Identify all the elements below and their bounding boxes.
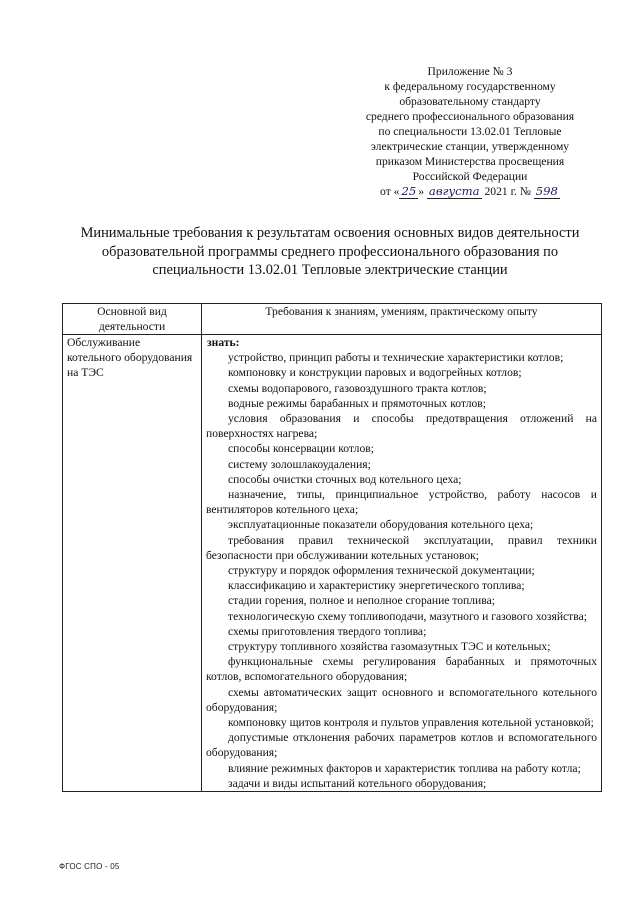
list-item: компоновку и конструкции паровых и водогрейных котлов; (228, 366, 522, 380)
title-line: специальности 13.02.01 Тепловые электрические станции (152, 262, 508, 278)
header-requirements: Требования к знаниям, умениям, практическому опыту (202, 304, 602, 335)
list-item: устройство, принцип работы и технические характеристики котлов; (228, 351, 564, 365)
list-item: стадии горения, полное и неполное сгорание топлива; (228, 594, 495, 608)
appendix-line: приказом Министерства просвещения (375, 155, 565, 168)
appendix-line: образовательному стандарту (399, 95, 541, 108)
list-item: эксплуатационные показатели оборудования котельного цеха; (228, 518, 534, 532)
list-item: классификацию и характеристику энергетического топлива; (228, 579, 525, 593)
order-date-line (340, 184, 600, 199)
list-item: требования правил технической эксплуатации, правил техники безопасности при обслуживании котельных установок; (206, 533, 597, 562)
title-line: Минимальные требования к результатам освоения основных видов деятельности (80, 225, 580, 241)
order-quote-close: » (418, 185, 425, 198)
appendix-line: к федеральному государственному (384, 80, 556, 93)
list-item: способы очистки сточных вод котельного цеха; (228, 472, 462, 486)
list-item: схемы водопарового, газовоздушного тракта котлов; (228, 381, 487, 395)
list-item: назначение, типы, принципиальное устройство, работу насосов и вентиляторов котельного цеха; (206, 488, 597, 517)
list-item: водные режимы барабанных и прямоточных котлов; (228, 396, 486, 410)
list-item: допустимые отклонения рабочих параметров котлов и вспомогательного оборудования; (206, 731, 597, 760)
list-item: задачи и виды испытаний котельного оборудования; (228, 776, 487, 790)
list-item: систему золошлакоудаления; (228, 457, 371, 471)
requirements-table (62, 303, 602, 792)
appendix-block (340, 64, 600, 199)
list-item: условия образования и способы предотвращения отложений на поверхностях нагрева; (206, 412, 597, 441)
order-number: 598 (535, 184, 558, 198)
appendix-line: по специальности 13.02.01 Тепловые (378, 125, 562, 138)
activity-cell: Обслуживание котельного оборудования на ТЭС (63, 335, 202, 792)
appendix-line: электрические станции, утвержденному (370, 140, 570, 153)
order-month: августа (428, 184, 480, 198)
list-item: влияние режимных факторов и характеристик топлива на работу котла; (228, 761, 581, 775)
appendix-line: среднего профессионального образования (365, 110, 575, 123)
order-day: 25 (401, 184, 417, 198)
list-item: функциональные схемы регулирования барабанных и прямоточных котлов, вспомогательного оборудования; (206, 655, 597, 684)
list-item: способы консервации котлов; (228, 442, 374, 456)
list-item: структуру и порядок оформления технической документации; (228, 564, 535, 578)
order-year: 2021 г. № (484, 185, 531, 198)
title-line: образовательной программы среднего профессионального образования по (101, 243, 559, 260)
list-item: компоновку щитов контроля и пультов управления котельной установкой; (228, 716, 594, 730)
header-activity: Основной вид деятельности (63, 304, 202, 335)
appendix-line: Российской Федерации (412, 170, 528, 183)
list-item: технологическую схему топливоподачи, мазутного и газового хозяйства; (228, 609, 587, 623)
order-prefix: от « (380, 185, 400, 198)
list-item: схемы приготовления твердого топлива; (228, 624, 427, 638)
footer-code: ФГОС СПО - 05 (59, 862, 120, 871)
list-item: структуру топливного хозяйства газомазутных ТЭС и котельных; (228, 640, 551, 654)
appendix-line: Приложение № 3 (427, 65, 513, 78)
table-header-row (63, 304, 602, 335)
know-label: знать: (207, 336, 240, 349)
document-title (60, 224, 600, 280)
table-row (63, 335, 602, 792)
requirements-cell (202, 335, 602, 792)
list-item: схемы автоматических защит основного и вспомогательного котельного оборудования; (206, 685, 597, 714)
